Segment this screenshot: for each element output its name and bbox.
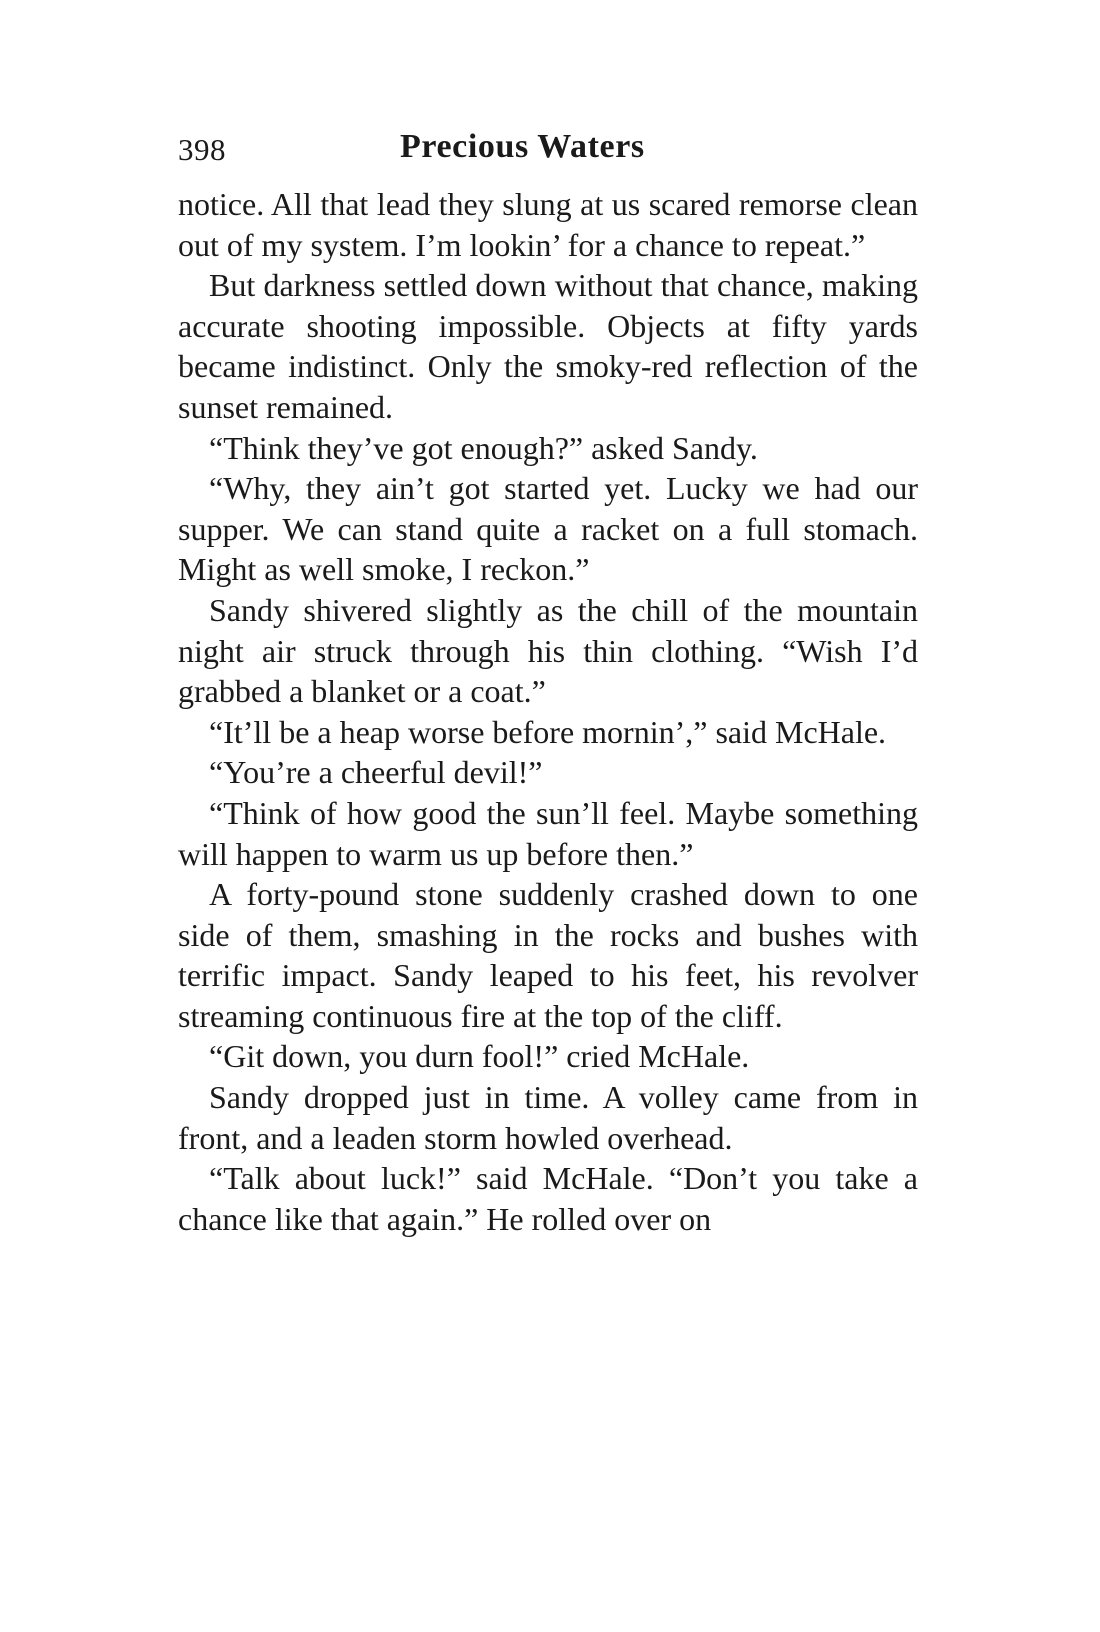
paragraph-3: “Think they’ve got enough?” asked Sandy. bbox=[209, 429, 758, 466]
paragraph-10: “Git down, you durn fool!” cried McHale. bbox=[209, 1038, 750, 1075]
paragraph-8: “Think of how good the sun’ll feel. Maybe something will happen to warm us up before then.” bbox=[178, 794, 918, 872]
paragraph-9: A forty-pound stone suddenly crashed down to one side of them, smashing in the rocks and bushes with terrific impact. Sandy leaped to his feet, his revolver streaming continuous fire at the top of the cliff. bbox=[178, 876, 918, 1034]
paragraph-11: Sandy dropped just in time. A volley came from in front, and a leaden storm howled overhead. bbox=[178, 1079, 918, 1156]
paragraph-5: Sandy shivered slightly as the chill of the mountain night air struck through his thin clothing. “Wish I’d grabbed a blanket or a coat.” bbox=[178, 591, 918, 710]
paragraph-6: “It’ll be a heap worse before mornin’,” said McHale. bbox=[209, 713, 887, 750]
paragraph-4: “Why, they ain’t got started yet. Lucky we had our supper. We can stand quite a racket on a full stomach. Might as well smoke, I reckon.” bbox=[178, 470, 918, 588]
page-number: 398 bbox=[178, 132, 226, 167]
paragraph-12: “Talk about luck!” said McHale. “Don’t you take a chance like that again.” He rolled over on bbox=[178, 1160, 918, 1237]
paragraph-1: notice. All that lead they slung at us scared remorse clean out of my system. I’m lookin’ for a chance to repeat.” bbox=[178, 186, 918, 263]
book-title: Precious Waters bbox=[400, 128, 645, 165]
running-head bbox=[178, 128, 918, 172]
text-body bbox=[178, 184, 918, 1239]
paragraph-2: But darkness settled down without that chance, making accurate shooting impossible. Objects at fifty yards became indistinct. Only the smoky-red reflection of the sunset remained. bbox=[178, 267, 918, 425]
paragraph-7: “You’re a cheerful devil!” bbox=[209, 754, 543, 791]
